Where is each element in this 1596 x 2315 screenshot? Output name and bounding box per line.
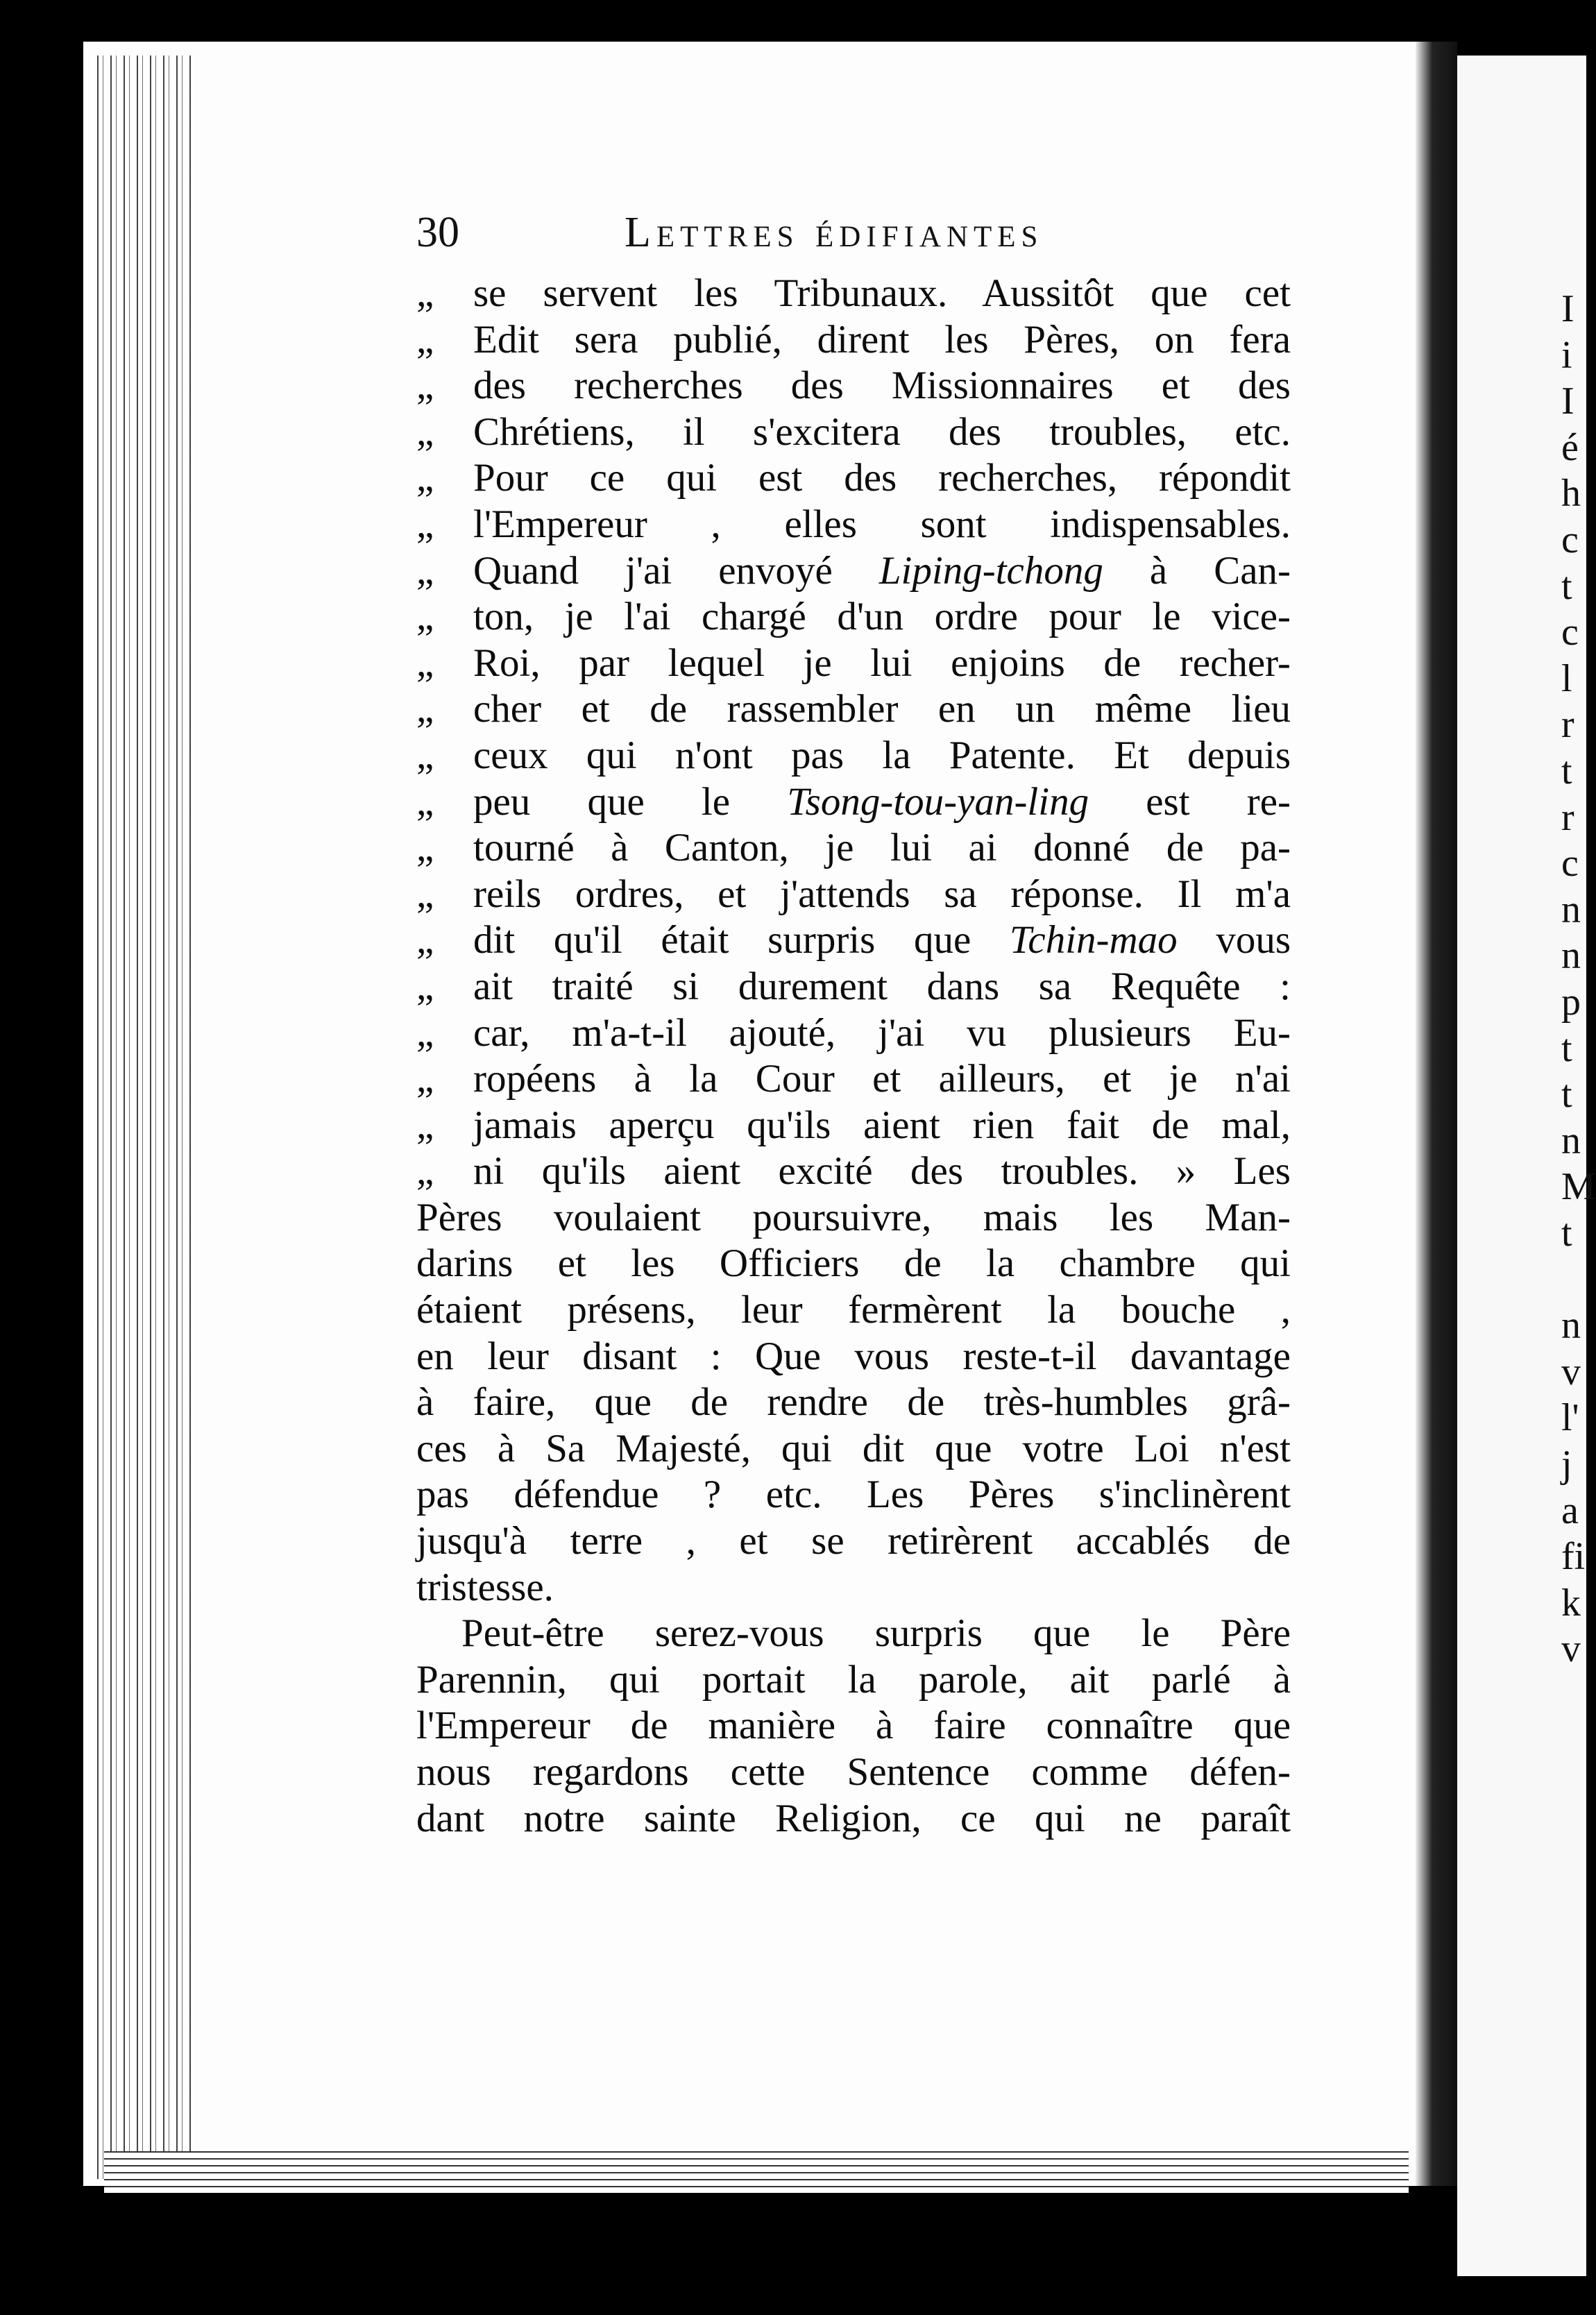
quote-mark: „	[416, 502, 434, 546]
text-line	[416, 1426, 1291, 1473]
facing-page-fragment: a	[1561, 1489, 1579, 1532]
line-text: darins et les Officiers de la chambre qui	[416, 1241, 1291, 1286]
quote-mark: „	[416, 1010, 434, 1055]
body-text	[416, 271, 1291, 1842]
text-line	[416, 825, 1291, 872]
italic-name: Tsong-tou-yan-ling	[787, 779, 1089, 824]
line-text: ropéens à la Cour et ailleurs, et je n'ai	[473, 1057, 1291, 1101]
line-text: ni qu'ils aient excité des troubles. » Les	[473, 1149, 1291, 1194]
facing-page-fragment: t	[1561, 749, 1572, 792]
quote-mark: „	[416, 872, 434, 916]
line-text: à faire, que de rendre de très-humbles grâ-	[416, 1380, 1291, 1425]
line-text	[473, 548, 1291, 595]
text-line	[416, 917, 1291, 964]
text-line	[416, 1010, 1291, 1057]
italic-name: Liping-tchong	[878, 548, 1103, 593]
facing-page-fragment: c	[1561, 518, 1579, 561]
facing-page-fragment: t	[1561, 1026, 1572, 1070]
text-line	[416, 1472, 1291, 1518]
line-text: jamais aperçu qu'ils aient rien fait de mal,	[473, 1103, 1291, 1147]
page-number: 30	[416, 209, 459, 256]
line-text: ces à Sa Majesté, qui dit que votre Loi n'est	[416, 1426, 1291, 1470]
facing-page-fragment: v	[1561, 1350, 1581, 1393]
text-line	[416, 1287, 1291, 1334]
quote-mark: „	[416, 409, 434, 454]
text-line	[416, 1334, 1291, 1380]
text-line	[416, 779, 1291, 826]
text-line	[416, 733, 1291, 779]
facing-page-fragment: k	[1561, 1581, 1581, 1625]
line-text: dant notre sainte Religion, ce qui ne paraît	[416, 1796, 1291, 1840]
line-text-pre: Quand j'ai envoyé	[473, 548, 879, 593]
page-header	[416, 208, 1173, 264]
quote-mark: „	[416, 364, 434, 408]
facing-page-fragment: j	[1561, 1443, 1572, 1486]
text-line	[416, 271, 1291, 317]
text-line	[416, 548, 1291, 595]
quote-mark: „	[416, 1103, 434, 1147]
text-line	[416, 502, 1291, 548]
facing-page-fragment: c	[1561, 611, 1579, 654]
line-text	[473, 917, 1291, 964]
facing-page-fragment: v	[1561, 1627, 1581, 1671]
text-line	[416, 317, 1291, 364]
facing-page-fragment: t	[1561, 1073, 1572, 1117]
text-line	[416, 1148, 1291, 1195]
line-text: en leur disant : Que vous reste-t-il davantage	[416, 1334, 1291, 1378]
quote-mark: „	[416, 641, 434, 685]
line-text-pre: dit qu'il était surpris que	[473, 918, 1010, 963]
facing-page-fragment: r	[1561, 703, 1574, 747]
facing-page-fragment: n	[1561, 1304, 1581, 1348]
quote-mark: „	[416, 456, 434, 500]
facing-page-fragment: t	[1561, 1212, 1572, 1255]
facing-page-fragment: h	[1561, 472, 1581, 516]
text-line	[416, 1195, 1291, 1241]
facing-page	[1457, 56, 1596, 2276]
quote-mark: „	[416, 826, 434, 870]
line-text: Pour ce qui est des recherches, répondit	[473, 456, 1291, 500]
facing-page-fragment: I	[1561, 287, 1574, 330]
line-text: tristesse.	[416, 1565, 554, 1609]
text-line	[416, 641, 1291, 687]
text-line	[416, 1749, 1291, 1796]
facing-page-fragment: i	[1561, 333, 1572, 377]
quote-mark: „	[416, 317, 434, 362]
quote-mark: „	[416, 595, 434, 639]
text-line	[416, 1796, 1291, 1842]
line-text: Chrétiens, il s'excitera des troubles, etc.	[473, 409, 1291, 454]
line-text: Edit sera publié, dirent les Pères, on fera	[473, 317, 1291, 362]
facing-page-fragment: I	[1561, 380, 1574, 423]
text-line	[416, 594, 1291, 641]
facing-page-fragment: n	[1561, 1119, 1581, 1162]
text-line	[416, 1518, 1291, 1565]
line-text: nous regardons cette Sentence comme défen-	[416, 1750, 1291, 1794]
line-text-post: vous	[1177, 918, 1291, 963]
facing-page-fragment: r	[1561, 795, 1574, 839]
page-edges-bottom	[104, 2151, 1409, 2193]
page-edges	[90, 56, 194, 2179]
quote-mark: „	[416, 964, 434, 1008]
running-title: Lettres édifiantes	[625, 209, 1044, 256]
quote-mark: „	[416, 271, 434, 315]
line-text: des recherches des Missionnaires et des	[473, 364, 1291, 408]
text-line	[416, 409, 1291, 456]
text-line	[416, 1657, 1291, 1704]
line-text: cher et de rassembler en un même lieu	[473, 687, 1291, 731]
text-line	[416, 1703, 1291, 1749]
text-line	[416, 1611, 1291, 1657]
text-line	[416, 1380, 1291, 1426]
text-line	[416, 686, 1291, 733]
facing-page-fragment: t	[1561, 564, 1572, 608]
quote-mark: „	[416, 687, 434, 731]
line-text: Peut-être serez-vous surpris que le Père	[461, 1611, 1291, 1656]
facing-page-fragment: M	[1561, 1165, 1596, 1209]
quote-mark: „	[416, 918, 434, 963]
line-text: ton, je l'ai chargé d'un ordre pour le vice-	[473, 595, 1291, 639]
line-text: l'Empereur , elles sont indispensables.	[473, 502, 1291, 546]
facing-page-fragment: l	[1561, 656, 1572, 700]
facing-page-fragment: c	[1561, 842, 1579, 885]
line-text: étaient présens, leur fermèrent la bouche ,	[416, 1288, 1291, 1332]
facing-page-fragment: n	[1561, 934, 1581, 978]
italic-name: Tchin-mao	[1009, 918, 1178, 963]
quote-mark: „	[416, 733, 434, 777]
quote-mark: „	[416, 1149, 434, 1194]
line-text: se servent les Tribunaux. Aussitôt que cet	[473, 271, 1291, 315]
text-line	[416, 1056, 1291, 1103]
facing-page-fragment: p	[1561, 981, 1581, 1024]
line-text	[473, 779, 1291, 826]
text-line	[416, 363, 1291, 409]
text-line	[416, 455, 1291, 502]
quote-mark: „	[416, 779, 434, 824]
line-text: l'Empereur de manière à faire connaître que	[416, 1704, 1291, 1748]
line-text-post: est re-	[1089, 779, 1291, 824]
line-text: tourné à Canton, je lui ai donné de pa-	[473, 826, 1291, 870]
facing-page-fragment: n	[1561, 888, 1581, 931]
text-line	[416, 872, 1291, 918]
line-text-post: à Can-	[1103, 548, 1291, 593]
line-text-pre: peu que le	[473, 779, 788, 824]
facing-page-fragment: l'	[1561, 1396, 1579, 1440]
line-text: car, m'a-t-il ajouté, j'ai vu plusieurs Eu-	[473, 1010, 1291, 1055]
line-text: reils ordres, et j'attends sa réponse. Il m'a	[473, 872, 1291, 916]
facing-page-fragment: é	[1561, 425, 1579, 469]
facing-page-fragment: fi	[1561, 1535, 1586, 1579]
line-text: Roi, par lequel je lui enjoins de recher-	[473, 641, 1291, 685]
line-text: ceux qui n'ont pas la Patente. Et depuis	[473, 733, 1291, 777]
book-gutter	[1416, 42, 1457, 2186]
text-line	[416, 1565, 1291, 1611]
line-text: Pères voulaient poursuivre, mais les Man-	[416, 1195, 1291, 1239]
quote-mark: „	[416, 1057, 434, 1101]
text-line	[416, 964, 1291, 1010]
quote-mark: „	[416, 548, 434, 593]
line-text: Parennin, qui portait la parole, ait parlé à	[416, 1657, 1291, 1702]
line-text: pas défendue ? etc. Les Pères s'inclinèrent	[416, 1473, 1291, 1517]
text-line	[416, 1241, 1291, 1287]
line-text: ait traité si durement dans sa Requête :	[473, 964, 1291, 1008]
line-text: jusqu'à terre , et se retirèrent accablés de	[416, 1519, 1291, 1563]
text-line	[416, 1103, 1291, 1149]
